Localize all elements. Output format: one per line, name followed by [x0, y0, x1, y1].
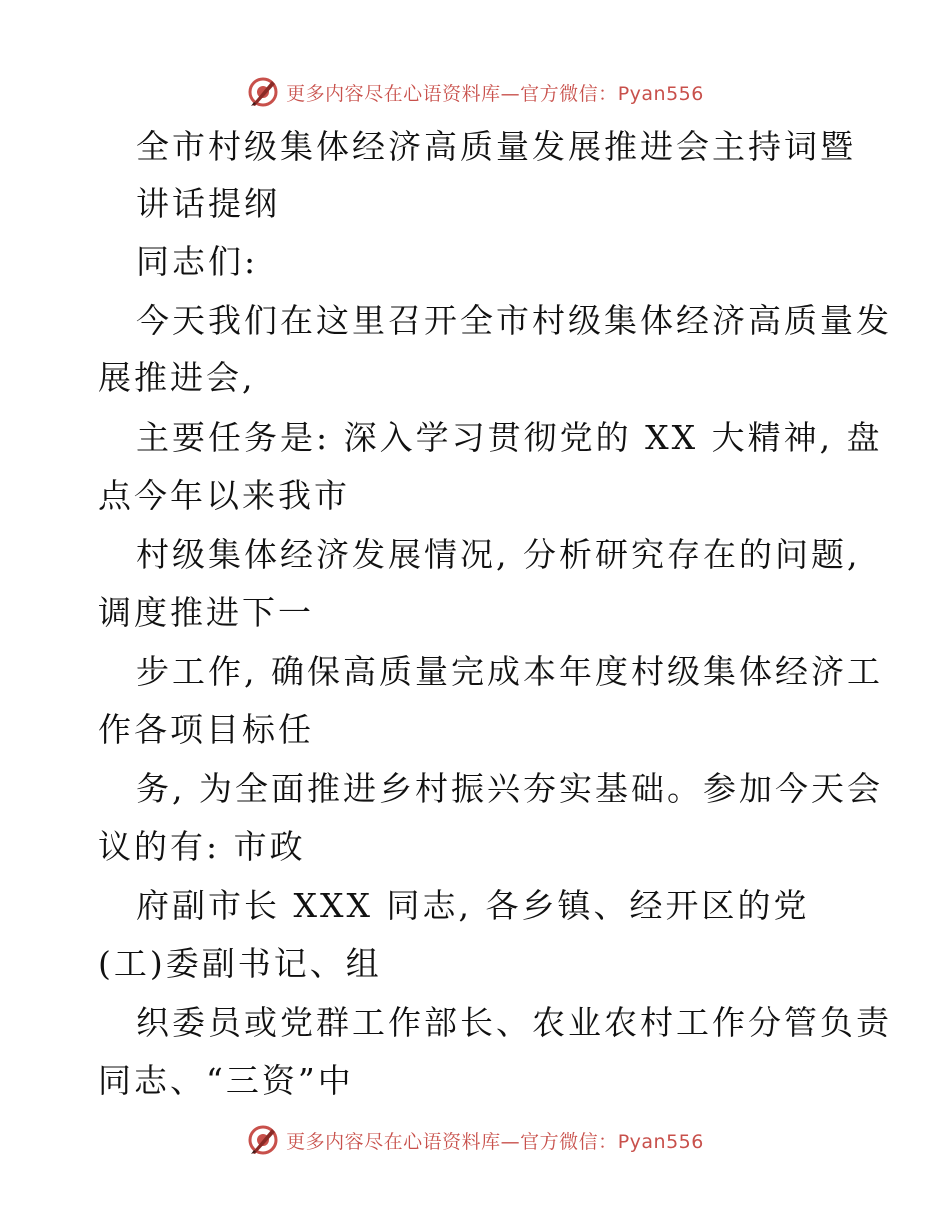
- header-watermark: [0, 72, 950, 112]
- watermark-handle: Pyan556: [617, 1130, 704, 1153]
- body-line: 展推进会,: [98, 358, 256, 397]
- body-line: 步工作, 确保高质量完成本年度村级集体经济工: [136, 652, 883, 691]
- footer-watermark: [0, 1120, 950, 1160]
- watermark-site-name: 更多内容尽在心语资料库: [286, 1130, 501, 1153]
- body-line: 同志、“三资”中: [98, 1061, 354, 1100]
- watermark-text: [286, 1127, 704, 1154]
- watermark-handle: Pyan556: [617, 82, 704, 105]
- body-line: 务, 为全面推进乡村振兴夯实基础。参加今天会: [136, 769, 883, 808]
- salutation: 同志们:: [136, 242, 259, 281]
- watermark-wechat-label: 官方微信：: [520, 82, 618, 105]
- body-line: 府副市长 XXX 同志, 各乡镇、经开区的党: [136, 886, 810, 925]
- quill-seal-icon: [246, 75, 280, 109]
- watermark-text: [286, 79, 704, 106]
- watermark-wechat-label: 官方微信：: [520, 1130, 618, 1153]
- watermark-site-name: 更多内容尽在心语资料库: [286, 82, 501, 105]
- quill-seal-icon: [246, 1123, 280, 1157]
- body-line: 议的有: 市政: [98, 827, 306, 866]
- document-title-line-1: 全市村级集体经济高质量发展推进会主持词暨: [136, 127, 856, 166]
- body-line: 村级集体经济发展情况, 分析研究存在的问题,: [136, 535, 861, 574]
- body-line: 织委员或党群工作部长、农业农村工作分管负责: [136, 1003, 892, 1042]
- document-title-line-2: 讲话提纲: [136, 184, 280, 223]
- body-line: 点今年以来我市: [98, 476, 350, 515]
- body-line: 今天我们在这里召开全市村级集体经济高质量发: [136, 301, 892, 340]
- body-line: 调度推进下一: [98, 593, 314, 632]
- watermark-dash: —: [500, 1130, 521, 1153]
- body-line: 主要任务是: 深入学习贯彻党的 XX 大精神, 盘: [136, 418, 883, 457]
- body-line: (工)委副书记、组: [98, 944, 382, 983]
- watermark-dash: —: [500, 82, 521, 105]
- body-line: 作各项目标任: [98, 710, 314, 749]
